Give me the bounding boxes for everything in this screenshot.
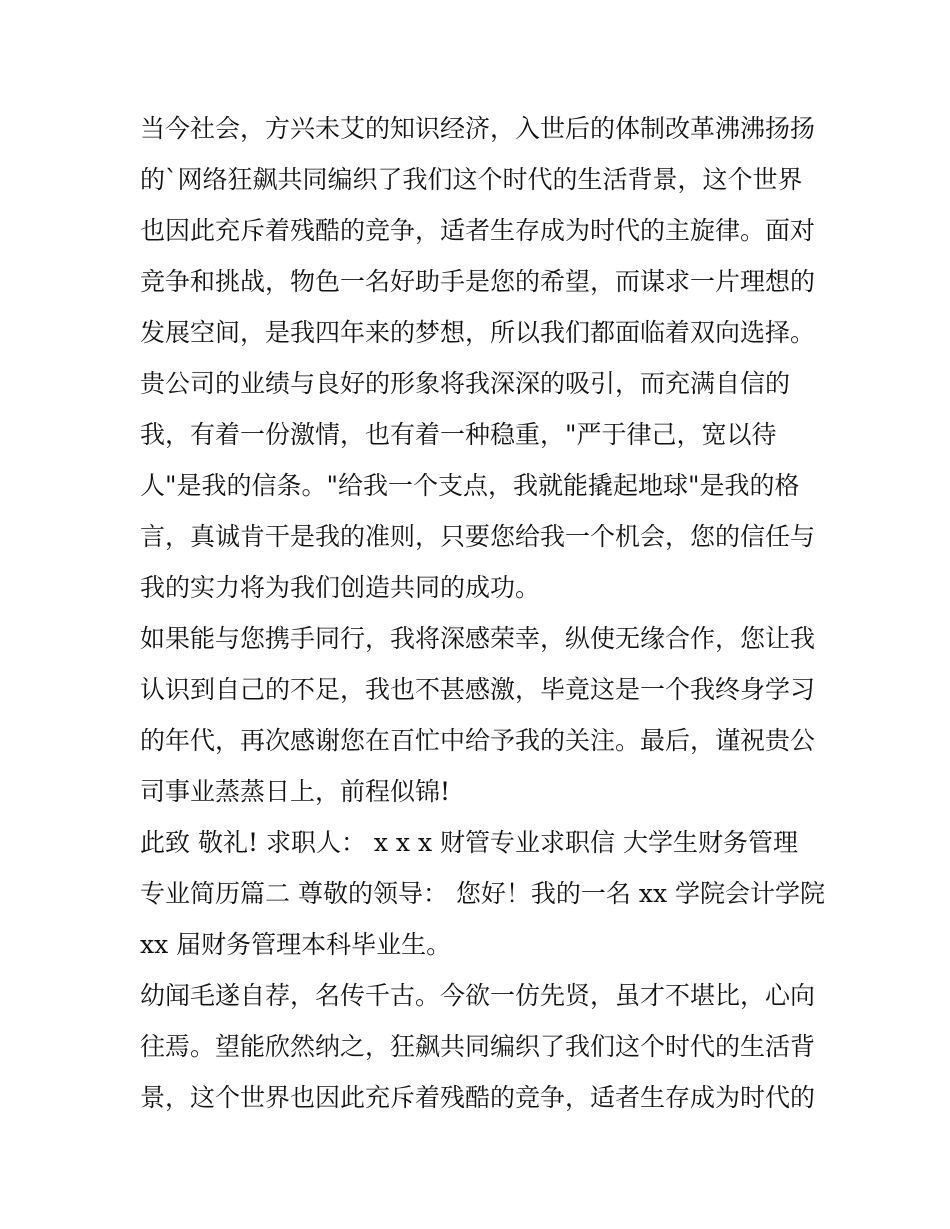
- text-line: 如果能与您携手同行，我将深感荣幸，纵使无缘合作，您让我: [140, 624, 816, 653]
- text-line: 司事业蒸蒸日上，前程似锦!: [140, 777, 451, 806]
- text-line: xx 届财务管理本科毕业生。: [140, 930, 452, 959]
- text-line: 也因此充斥着残酷的竞争，适者生存成为时代的主旋律。面对: [140, 216, 816, 245]
- text-line: 幼闻毛遂自荐，名传千古。今欲一仿先贤，虽才不堪比，心向: [140, 981, 816, 1010]
- text-line: 我的实力将为我们创造共同的成功。: [140, 573, 541, 602]
- text-line: 的`网络狂飙共同编织了我们这个时代的生活背景，这个世界: [140, 165, 803, 194]
- text-line: 的年代，再次感谢您在百忙中给予我的关注。最后，谨祝贵公: [140, 726, 816, 755]
- text-line: 专业简历篇二 尊敬的领导： 您好！我的一名 xx 学院会计学院: [140, 879, 825, 908]
- text-line: 认识到自己的不足，我也不甚感激，毕竟这是一个我终身学习: [140, 675, 816, 704]
- text-line: 此致 敬礼! 求职人： x x x 财管专业求职信 大学生财务管理: [140, 828, 798, 857]
- text-line: 竞争和挑战，物色一名好助手是您的希望，而谋求一片理想的: [140, 267, 816, 296]
- text-line: 言，真诚肯干是我的准则，只要您给我一个机会，您的信任与: [140, 522, 816, 551]
- text-line: 人"是我的信条。"给我一个支点，我就能撬起地球"是我的格: [140, 471, 800, 500]
- text-line: 景，这个世界也因此充斥着残酷的竞争，适者生存成为时代的: [140, 1083, 816, 1112]
- body-text: [140, 103, 825, 1123]
- text-line: 当今社会，方兴未艾的知识经济，入世后的体制改革沸沸扬扬: [140, 114, 816, 143]
- text-line: 我，有着一份激情，也有着一种稳重，"严于律己，宽以待: [140, 420, 777, 449]
- text-line: 往焉。望能欣然纳之，狂飙共同编织了我们这个时代的生活背: [140, 1032, 816, 1061]
- text-line: 发展空间，是我四年来的梦想，所以我们都面临着双向选择。: [140, 318, 816, 347]
- text-line: 贵公司的业绩与良好的形象将我深深的吸引，而充满自信的: [140, 369, 791, 398]
